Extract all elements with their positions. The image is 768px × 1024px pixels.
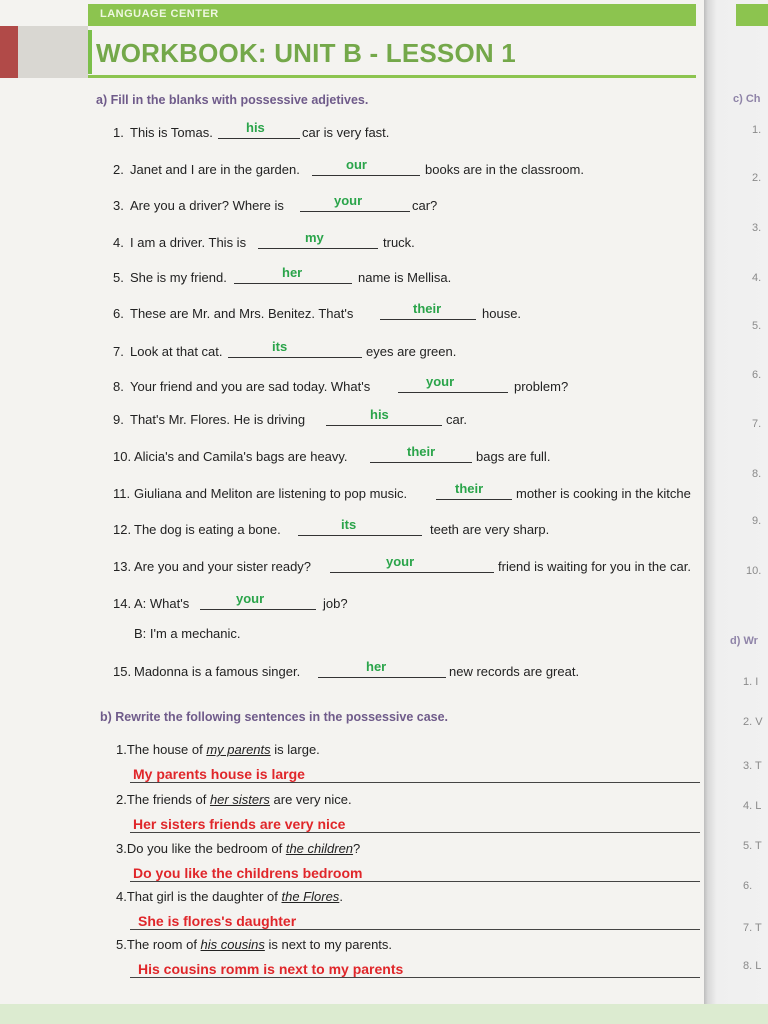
answer-text: your [386, 554, 415, 569]
answer-text: her [366, 659, 387, 674]
item-number: 11. [113, 486, 131, 501]
answer-blank-line [380, 319, 476, 320]
answer-blank-line [370, 462, 472, 463]
question-number: 3. [116, 841, 127, 856]
answer-blank-line [218, 138, 300, 139]
item-14-answer-b: B: I'm a mechanic. [134, 626, 241, 641]
item-text-after: car is very fast. [302, 125, 390, 140]
language-center-label: LANGUAGE CENTER [100, 8, 219, 20]
item-number: 10. [113, 449, 132, 464]
item-number: 13. [113, 559, 132, 574]
rewrite-question [116, 742, 320, 757]
rewrite-question [116, 937, 392, 952]
next-page-number: 3. [752, 222, 762, 234]
section-b-heading: b) Rewrite the following sentences in the possessive case. [100, 710, 449, 724]
item-text-after: bags are full. [476, 449, 551, 464]
question-number: 1. [116, 742, 127, 757]
header-bar [88, 4, 696, 26]
item-text-before: The dog is eating a bone. [134, 522, 281, 537]
answer-line [130, 832, 700, 833]
question-text: The house of [126, 742, 207, 757]
underlined-phrase: the children [285, 841, 354, 856]
question-text: The room of [126, 937, 201, 952]
question-text: That girl is the daughter of [126, 889, 282, 904]
next-page-number: 2. V [743, 716, 763, 728]
next-page-number: 6. [752, 369, 762, 381]
underlined-phrase: the Flores [281, 889, 340, 904]
title-underline [88, 75, 696, 78]
item-text-before: Madonna is a famous singer. [134, 664, 301, 679]
next-page-number: 1. I [743, 676, 759, 688]
item-text-before: Alicia's and Camila's bags are heavy. [134, 449, 348, 464]
question-text-end: are very nice. [269, 792, 352, 807]
next-page-number: 2. [752, 172, 762, 184]
section-a-heading: a) Fill in the blanks with possessive adjetives. [96, 93, 369, 107]
next-page-number: 8. L [743, 960, 762, 972]
item-text-before: This is Tomas. [130, 125, 213, 140]
left-margin-block [18, 26, 88, 78]
item-text-before: Janet and I are in the garden. [130, 162, 300, 177]
item-text-before: That's Mr. Flores. He is driving [130, 412, 306, 427]
question-text: Do you like the bedroom of [126, 841, 286, 856]
next-page-section-d: d) Wr [730, 635, 758, 647]
answer-blank-line [318, 677, 446, 678]
item-text-before: I am a driver. This is [130, 235, 247, 250]
item-text-before: These are Mr. and Mrs. Benitez. That's [130, 306, 354, 321]
answer-blank-line [398, 392, 508, 393]
left-color-stripe [0, 26, 18, 78]
answer-line [130, 977, 700, 978]
question-number: 2. [116, 792, 127, 807]
item-text-after: car? [412, 198, 438, 213]
next-page-number: 1. [752, 124, 762, 136]
answer-text: my [305, 230, 324, 245]
question-text-end: ? [353, 841, 361, 856]
bottom-bar [0, 1004, 768, 1024]
answer-text: her [282, 265, 303, 280]
question-text-end: is large. [270, 742, 320, 757]
rewrite-question [116, 841, 360, 856]
item-text-after: teeth are very sharp. [430, 522, 550, 537]
answer-text: our [346, 157, 367, 172]
item-text-after: car. [446, 412, 467, 427]
item-text-before: Look at that cat. [130, 344, 223, 359]
next-page-number: 8. [752, 468, 762, 480]
answer-line [130, 881, 700, 882]
item-number: 5. [113, 270, 124, 285]
answer-text: their [407, 444, 436, 459]
question-text-end: is next to my parents. [264, 937, 393, 952]
item-text-before: She is my friend. [130, 270, 227, 285]
next-page-number: 9. [752, 515, 762, 527]
next-page-number: 3. T [743, 760, 762, 772]
answer-blank-line [234, 283, 352, 284]
rewrite-answer: Her sisters friends are very nice [133, 816, 346, 832]
next-page-number: 7. [752, 418, 762, 430]
answer-blank-line [312, 175, 420, 176]
answer-text: its [341, 517, 357, 532]
rewrite-answer: My parents house is large [133, 766, 305, 782]
answer-blank-line [436, 499, 512, 500]
next-page-number: 5. T [743, 840, 762, 852]
item-number: 1. [113, 125, 124, 140]
question-text-end: . [339, 889, 343, 904]
underlined-phrase: his cousins [200, 937, 265, 952]
next-page-number: 4. [752, 272, 762, 284]
answer-line [130, 782, 700, 783]
item-text-after: new records are great. [449, 664, 580, 679]
answer-blank-line [200, 609, 316, 610]
next-page-number: 7. T [743, 922, 762, 934]
item-text-after: books are in the classroom. [425, 162, 584, 177]
next-page-header-bar [736, 4, 768, 26]
title-tab [88, 30, 92, 74]
next-page-number: 4. L [743, 800, 762, 812]
answer-text: their [413, 301, 442, 316]
next-page-number: 5. [752, 320, 762, 332]
underlined-phrase: her sisters [209, 792, 270, 807]
answer-text: your [426, 374, 455, 389]
item-number: 2. [113, 162, 124, 177]
rewrite-question [116, 792, 352, 807]
item-text-after: mother is cooking in the kitche [516, 486, 691, 501]
item-text-before: Your friend and you are sad today. What's [130, 379, 371, 394]
item-text-after: truck. [383, 235, 415, 250]
next-page-section-c: c) Ch [733, 93, 761, 105]
answer-text: their [455, 481, 484, 496]
answer-blank-line [258, 248, 378, 249]
answer-text: its [272, 339, 288, 354]
item-text-after: friend is waiting for you in the car. [498, 559, 691, 574]
rewrite-answer: She is flores's daughter [138, 913, 297, 929]
rewrite-answer: His cousins romm is next to my parents [138, 961, 404, 977]
answer-text: his [246, 120, 265, 135]
answer-blank-line [326, 425, 442, 426]
question-text: The friends of [126, 792, 210, 807]
question-number: 5. [116, 937, 127, 952]
answer-line [130, 929, 700, 930]
item-number: 4. [113, 235, 124, 250]
answer-text: your [236, 591, 265, 606]
underlined-phrase: my parents [206, 742, 271, 757]
question-number: 4. [116, 889, 127, 904]
item-number: 6. [113, 306, 124, 321]
answer-blank-line [300, 211, 410, 212]
item-text-after: problem? [514, 379, 569, 394]
item-number: 7. [113, 344, 124, 359]
item-number: 3. [113, 198, 124, 213]
item-number: 12. [113, 522, 132, 537]
rewrite-answer: Do you like the childrens bedroom [133, 865, 363, 881]
item-text-after: job? [323, 596, 348, 611]
answer-text: his [370, 407, 389, 422]
rewrite-question [116, 889, 343, 904]
item-text-before: A: What's [134, 596, 190, 611]
next-page-number: 10. [746, 565, 762, 577]
item-text-after: house. [482, 306, 522, 321]
answer-text: your [334, 193, 363, 208]
item-text-before: Giuliana and Meliton are listening to pop music. [134, 486, 408, 501]
item-text-after: name is Mellisa. [358, 270, 452, 285]
answer-blank-line [228, 357, 362, 358]
item-number: 14. [113, 596, 132, 611]
item-text-before: Are you and your sister ready? [134, 559, 312, 574]
answer-blank-line [330, 572, 494, 573]
answer-blank-line [298, 535, 422, 536]
item-number: 15. [113, 664, 132, 679]
page-title: WORKBOOK: UNIT B - LESSON 1 [96, 38, 516, 68]
item-number: 8. [113, 379, 124, 394]
item-text-before: Are you a driver? Where is [130, 198, 284, 213]
item-text-after: eyes are green. [366, 344, 457, 359]
next-page-number: 6. [743, 880, 753, 892]
next-page-edge [704, 0, 768, 1024]
item-number: 9. [113, 412, 124, 427]
